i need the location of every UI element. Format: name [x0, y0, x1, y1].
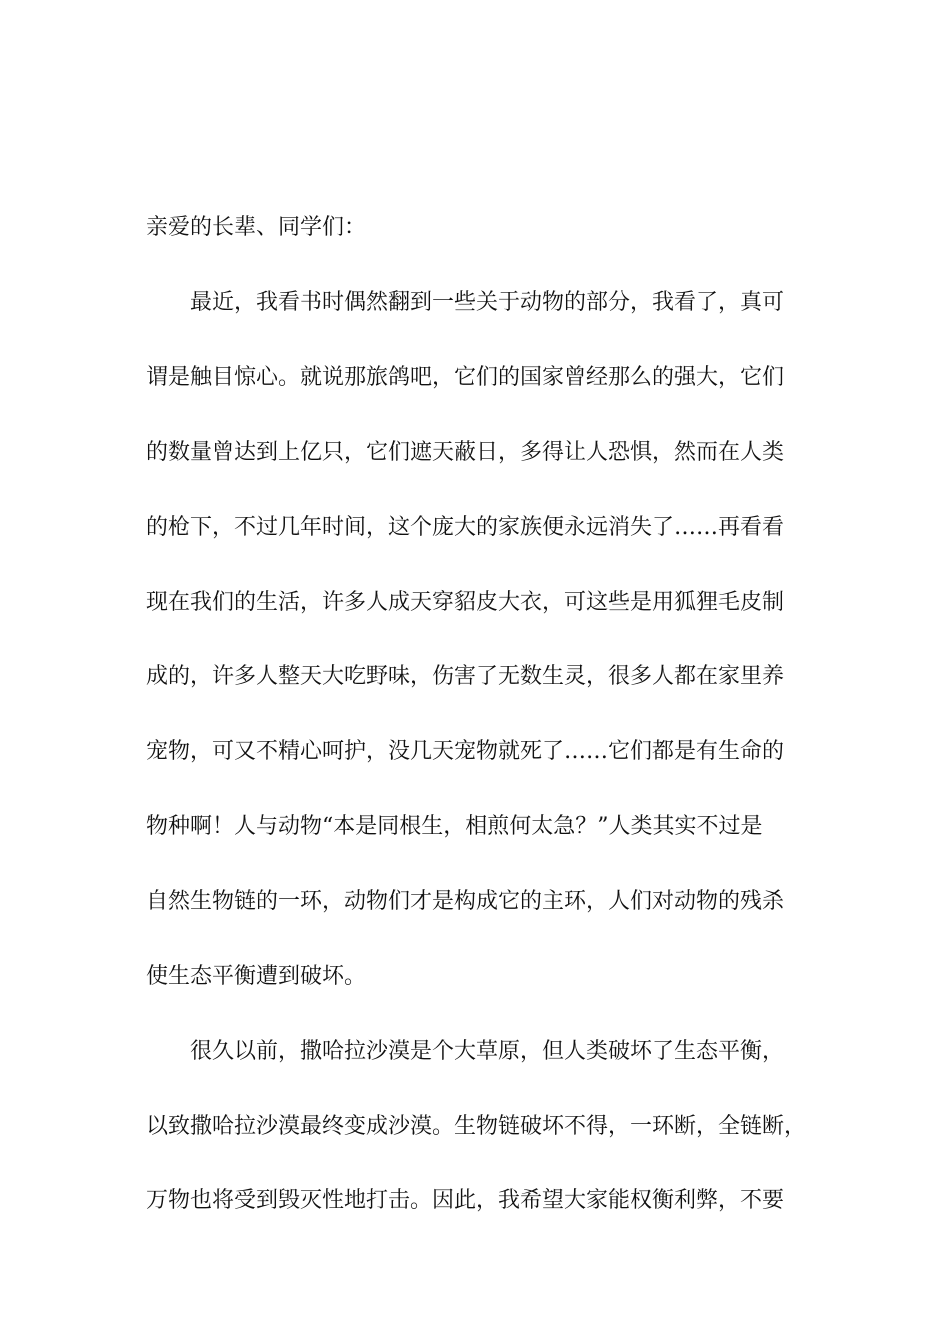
paragraph-1-line-6: 成的，许多人整天大吃野味，伤害了无数生灵，很多人都在家里养 — [146, 664, 785, 689]
paragraph-1-line-9: 自然生物链的一环，动物们才是构成它的主环，人们对动物的残杀 — [146, 889, 785, 914]
salutation: 亲爱的长辈、同学们： — [146, 215, 367, 240]
paragraph-1-line-7: 宠物，可又不精心呵护，没几天宠物就死了……它们都是有生命的 — [146, 739, 785, 764]
paragraph-1-line-1: 最近，我看书时偶然翻到一些关于动物的部分，我看了，真可 — [190, 290, 785, 315]
paragraph-1-line-8: 物种啊！人与动物“本是同根生，相煎何太急？”人类其实不过是 — [146, 814, 763, 839]
paragraph-1-line-10: 使生态平衡遭到破坏。 — [146, 964, 367, 989]
paragraph-2-line-2: 以致撒哈拉沙漠最终变成沙漠。生物链破坏不得，一环断，全链断， — [146, 1114, 807, 1139]
paragraph-1-line-4: 的枪下，不过几年时间，这个庞大的家族便永远消失了……再看看 — [146, 515, 785, 540]
paragraph-2-line-1: 很久以前，撒哈拉沙漠是个大草原，但人类破坏了生态平衡， — [190, 1039, 785, 1064]
paragraph-2-line-3: 万物也将受到毁灭性地打击。因此，我希望大家能权衡利弊，不要 — [146, 1188, 785, 1213]
paragraph-1-line-3: 的数量曾达到上亿只，它们遮天蔽日，多得让人恐惧，然而在人类 — [146, 440, 785, 465]
paragraph-1-line-2: 谓是触目惊心。就说那旅鸽吧，它们的国家曾经那么的强大，它们 — [146, 365, 785, 390]
paragraph-1-line-5: 现在我们的生活，许多人成天穿貂皮大衣，可这些是用狐狸毛皮制 — [146, 590, 785, 615]
